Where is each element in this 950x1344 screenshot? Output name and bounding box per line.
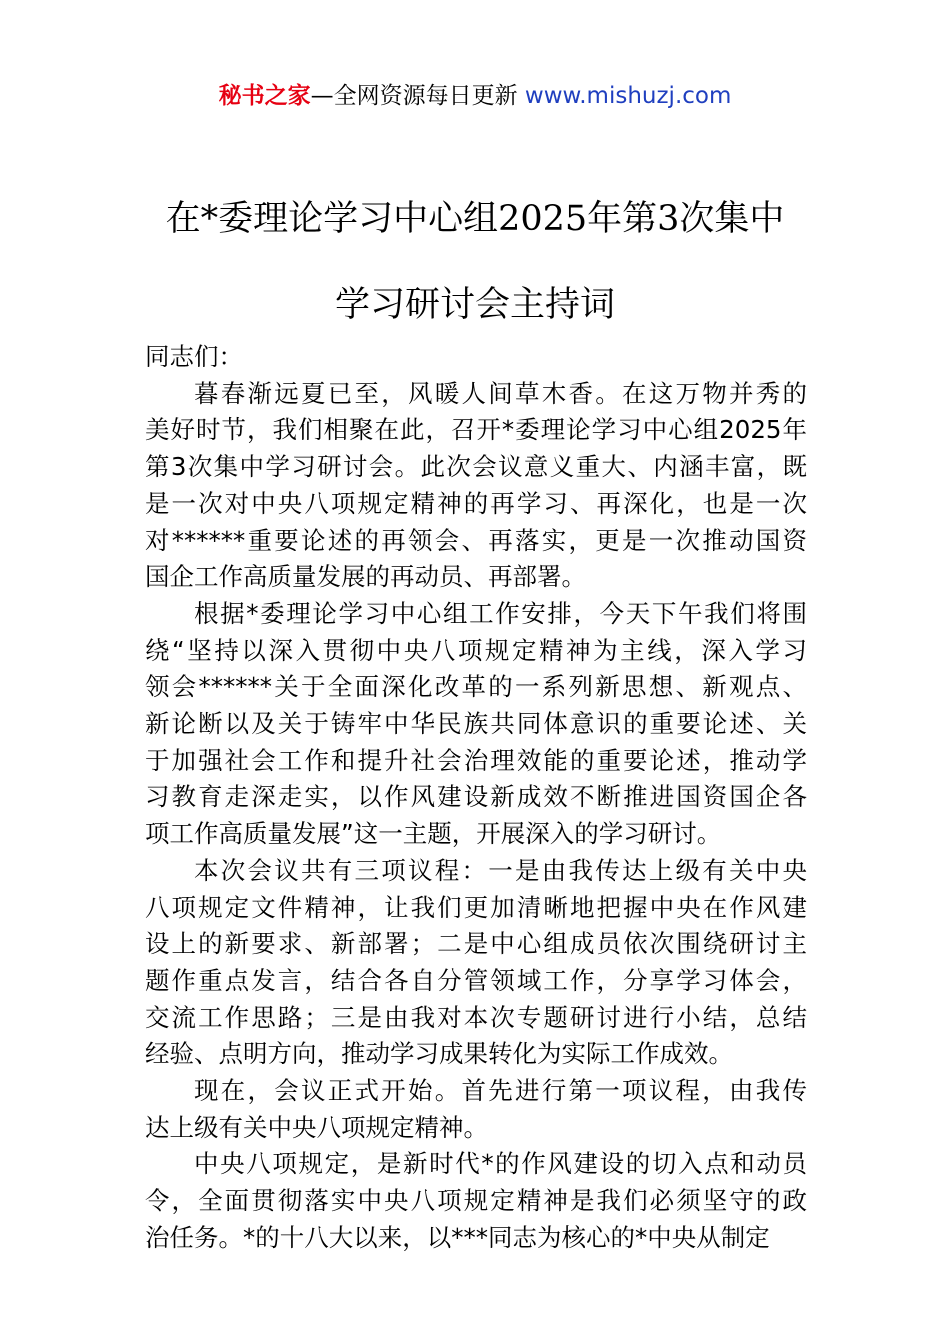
paragraph-line: 经验、点明方向，推动学习成果转化为实际工作成效。 (145, 1039, 733, 1069)
paragraph-line: 本次会议共有三项议程：一是由我传达上级有关中央 (194, 855, 807, 885)
title-line-1: 在*委理论学习中心组2025年第3次集中 (165, 199, 785, 239)
paragraph-line: 治任务。*的十八大以来，以***同志为核心的*中央从制定 (145, 1222, 770, 1252)
paragraph (145, 853, 807, 1073)
paragraph (145, 1073, 807, 1146)
paragraph (145, 1146, 807, 1256)
site-tagline: —全网资源每日更新 (310, 83, 525, 109)
paragraph-line: 绕“坚持以深入贯彻中央八项规定精神为主线，深入学习 (145, 635, 807, 665)
paragraph-line: 项工作高质量发展”这一主题，开展深入的学习研讨。 (145, 819, 722, 849)
paragraph-line: 国企工作高质量发展的再动员、再部署。 (145, 562, 586, 592)
paragraph-line: 于加强社会工作和提升社会治理效能的重要论述，推动学 (145, 745, 807, 775)
paragraph-line: 第3次集中学习研讨会。此次会议意义重大、内涵丰富，既 (145, 452, 807, 482)
paragraph-line: 暮春渐远夏已至，风暖人间草木香。在这万物并秀的 (194, 378, 807, 408)
paragraph-line: 题作重点发言，结合各自分管领域工作，分享学习体会， (145, 965, 807, 995)
paragraph-line: 设上的新要求、新部署；二是中心组成员依次围绕研讨主 (145, 929, 807, 959)
paragraph-line: 领会******关于全面深化改革的一系列新思想、新观点、 (145, 672, 807, 702)
site-brand: 秘书之家 (218, 83, 311, 109)
paragraph-line: 现在，会议正式开始。首先进行第一项议程，由我传 (194, 1076, 807, 1106)
paragraph-line: 达上级有关中央八项规定精神。 (145, 1112, 488, 1142)
paragraph-line: 美好时节，我们相聚在此，召开*委理论学习中心组2025年 (145, 415, 807, 445)
document-title (120, 176, 830, 348)
paragraph (145, 596, 807, 853)
paragraph-line: 中央八项规定，是新时代*的作风建设的切入点和动员 (194, 1149, 807, 1179)
site-header (0, 80, 950, 112)
paragraph-line: 对******重要论述的再领会、再落实，更是一次推动国资 (145, 525, 807, 555)
paragraph-line: 令，全面贯彻落实中央八项规定精神是我们必须坚守的政 (145, 1186, 807, 1216)
salutation: 同志们： (145, 342, 243, 371)
title-line-2: 学习研讨会主持词 (334, 285, 615, 325)
paragraph-line: 习教育走深走实，以作风建设新成效不断推进国资国企各 (145, 782, 807, 812)
paragraph-line: 是一次对中央八项规定精神的再学习、再深化，也是一次 (145, 488, 807, 518)
paragraph-line: 根据*委理论学习中心组工作安排，今天下午我们将围 (194, 598, 807, 628)
paragraph-list (145, 376, 807, 1257)
paragraph (145, 376, 807, 596)
site-url-link[interactable]: www.mishuzj.com (524, 83, 732, 109)
paragraph-line: 新论断以及关于铸牢中华民族共同体意识的重要论述、关 (145, 709, 807, 739)
document-body (145, 339, 807, 1257)
paragraph-line: 八项规定文件精神，让我们更加清晰地把握中央在作风建 (145, 892, 807, 922)
paragraph-line: 交流工作思路；三是由我对本次专题研讨进行小结，总结 (145, 1002, 807, 1032)
